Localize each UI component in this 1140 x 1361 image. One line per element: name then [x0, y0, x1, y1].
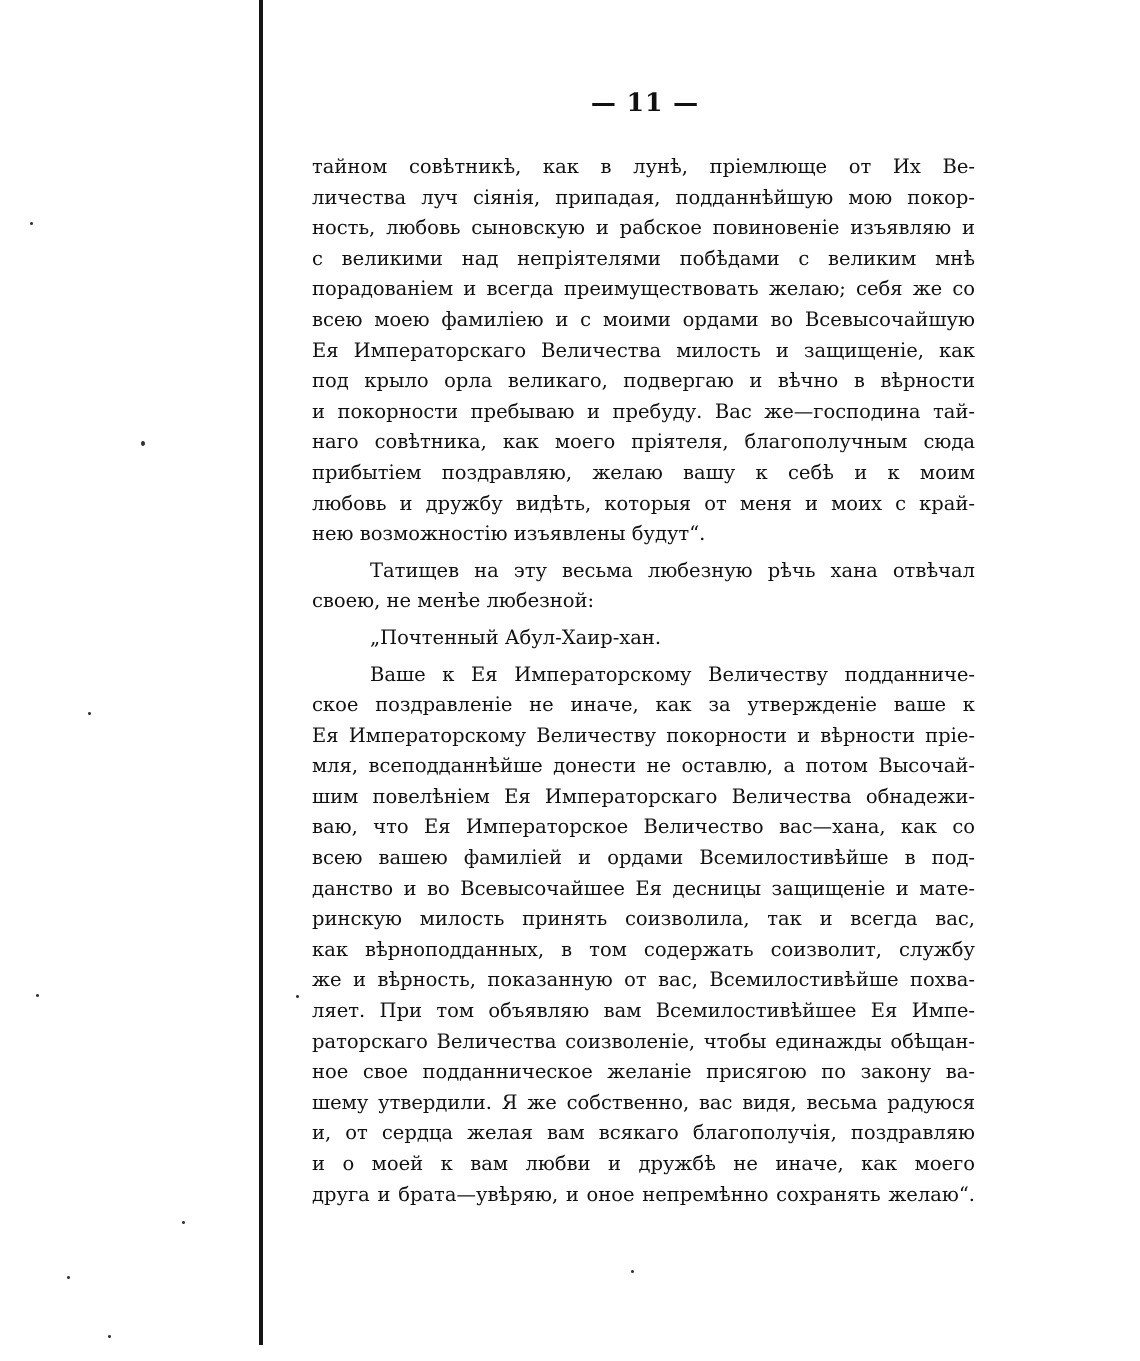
text-line: любовь и дружбу видѣть, которыя от меня и моих с край- — [312, 491, 975, 515]
text-line: как вѣрноподданных, в том содержать соизволит, службу — [312, 937, 975, 961]
text-line: ность, любовь сыновскую и рабское повиновеніе изъявляю и — [312, 216, 975, 240]
text-line: же и вѣрность, показанную от вас, Всемилостивѣйше похва- — [312, 968, 975, 992]
text-line: раторскаго Величества соизволеніе, чтобы единажды обѣщан- — [312, 1029, 975, 1053]
paragraph-3 — [312, 660, 975, 1211]
text-line: друга и брата—увѣряю, и оное непремѣнно сохранять желаю“. — [312, 1182, 975, 1206]
text-line: наго совѣтника, как моего пріятеля, благополучным сюда — [312, 430, 975, 454]
text-line: Ея Императорскому Величеству покорности и вѣрности пріе- — [312, 723, 975, 747]
text-line: Татищев на эту весьма любезную рѣчь хана отвѣчал — [370, 558, 975, 582]
text-line: ляет. При том объявляю вам Всемилостивѣйшее Ея Импе- — [312, 999, 975, 1023]
text-line: шим повелѣніем Ея Императорскаго Величества обнадежи- — [312, 784, 975, 808]
page-gutter-line — [259, 0, 263, 1345]
text-line: мля, всеподданнѣйше донести не оставлю, а потом Высочай- — [312, 754, 975, 778]
scan-speck — [30, 222, 33, 225]
text-line: ное свое подданническое желаніе присягою по закону ва- — [312, 1060, 975, 1084]
text-line: личества луч сіянія, припадая, подданнѣйшую мою покор- — [312, 185, 975, 209]
text-line: прибытіем поздравляю, желаю вашу к себѣ и к моим — [312, 460, 975, 484]
text-line: с великими над непріятелями побѣдами с великим мнѣ — [312, 246, 975, 270]
text-line: и, от сердца желая вам всякаго благополучія, поздравляю — [312, 1121, 975, 1145]
text-line: данство и во Всевысочайшее Ея десницы защищеніе и мате- — [312, 876, 975, 900]
scan-speck — [88, 712, 91, 715]
text-line: и о моей к вам любви и дружбѣ не иначе, как моего — [312, 1152, 975, 1175]
text-line: всею моею фамиліею и с моими ордами во Всевысочайшую — [312, 307, 975, 331]
paragraph-1 — [312, 152, 975, 550]
paragraph-2 — [312, 556, 975, 617]
scan-speck — [36, 994, 39, 997]
text-line: под крыло орла великаго, подвергаю и вѣчно в вѣрности — [312, 369, 975, 393]
text-line: тайном совѣтникѣ, как в лунѣ, пріемлюще от Их Ве- — [312, 155, 975, 178]
text-line: Ваше к Ея Императорскому Величеству подданниче- — [370, 662, 975, 686]
scan-speck — [67, 1276, 70, 1279]
text-line: порадованіем и всегда преимуществовать желаю; себя же со — [312, 277, 975, 301]
scan-speck — [108, 1335, 111, 1338]
text-line: шему утвердили. Я же собственно, вас видя, весьма радуюся — [312, 1090, 975, 1114]
text-line: всею вашею фамиліей и ордами Всемилостивѣйше в под- — [312, 846, 975, 870]
scan-speck — [631, 1270, 634, 1273]
scan-speck — [141, 441, 145, 446]
text-line: нею возможностію изъявлены будут“. — [312, 522, 706, 546]
text-line: ваю, что Ея Императорское Величество вас—хана, как со — [312, 815, 975, 839]
text-line: „Почтенный Абул-Хаир-хан. — [370, 625, 662, 649]
address-line — [312, 623, 975, 654]
text-line: ское поздравленіе не иначе, как за утвержденіе ваше к — [312, 693, 975, 717]
text-line: своею, не менѣе любезной: — [312, 589, 595, 613]
body-text — [312, 152, 975, 1210]
scan-speck — [296, 995, 299, 998]
text-line: и покорности пребываю и пребуду. Вас же—господина тай- — [312, 399, 975, 423]
scan-speck — [182, 1221, 185, 1224]
text-line: Ея Императорскаго Величества милость и защищеніе, как — [312, 338, 975, 362]
page-number: — 11 — — [590, 88, 700, 117]
text-line: ринскую милость принять соизволила, так и всегда вас, — [312, 907, 975, 931]
